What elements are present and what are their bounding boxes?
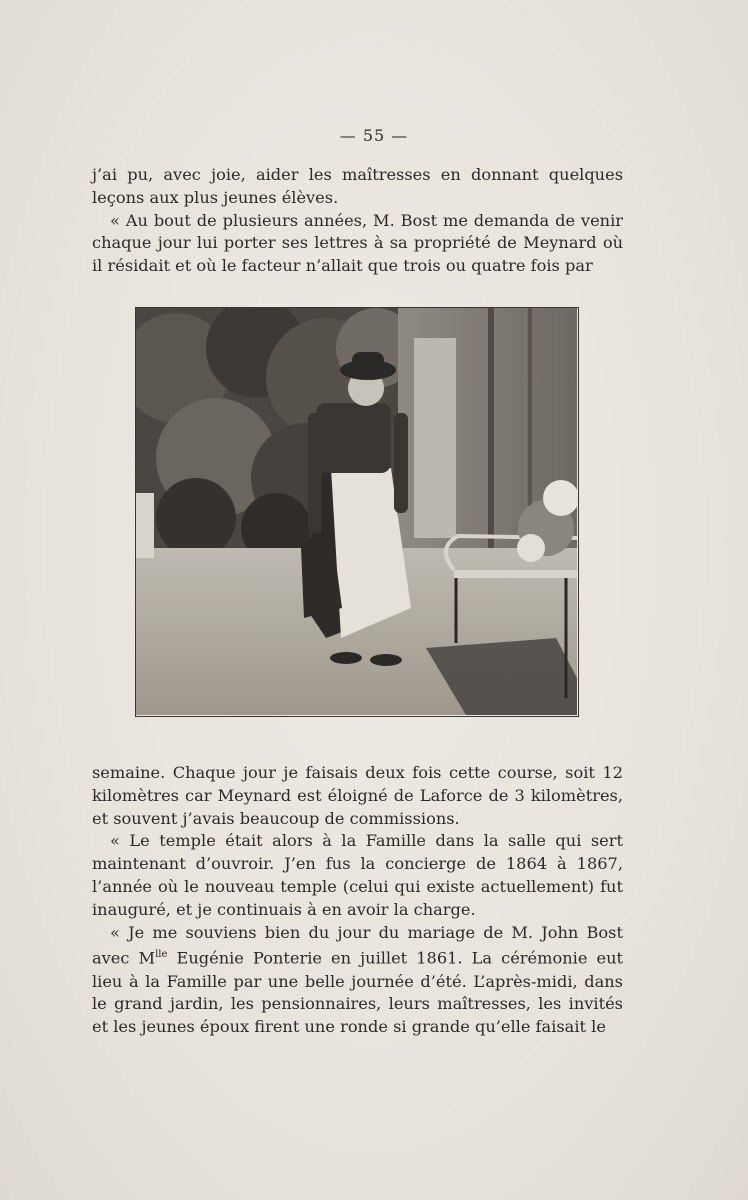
paragraph: « Au bout de plusieurs années, M. Bost me demanda de venir chaque jour lui porter ses lettres à sa propriété de Meynard où il résidait et où le facteur n’allait que trois ou quatre fois par: [92, 210, 623, 276]
superscript: lle: [155, 949, 168, 961]
paragraph: [92, 922, 623, 1039]
photograph-image: [136, 308, 577, 715]
bottom-text-block: [92, 762, 623, 1039]
top-text-block: [92, 164, 623, 278]
page-number: — 55 —: [339, 126, 409, 145]
paragraph: « Le temple était alors à la Famille dans la salle qui sert maintenant d’ouvroir. J’en fus la concierge de 1864 à 1867, l’année où le nouveau temple (celui qui existe actuellement) fut inauguré, et je continuais à en avoir la charge.: [92, 831, 623, 919]
paragraph: semaine. Chaque jour je faisais deux fois cette course, soit 12 kilomètres car Meynard est éloigné de Laforce de 3 kilomètres, et souvent j’avais beaucoup de commissions.: [92, 763, 623, 828]
photograph: [135, 307, 579, 717]
paragraph-start: « Je me souviens bien du jour du mariage de M. John Bost avec M: [92, 922, 623, 968]
paragraph-end: Eugénie Ponterie en juillet 1861. La cérémonie eut lieu à la Famille par une belle journée d’été. L’après-midi, dans le grand jardin, les pensionnaires, leurs maîtresses, les invités et les jeunes époux firent une ronde si grande qu’elle faisait le: [92, 948, 623, 1037]
paragraph: j’ai pu, avec joie, aider les maîtresses en donnant quelques leçons aux plus jeunes élèves.: [92, 165, 623, 207]
